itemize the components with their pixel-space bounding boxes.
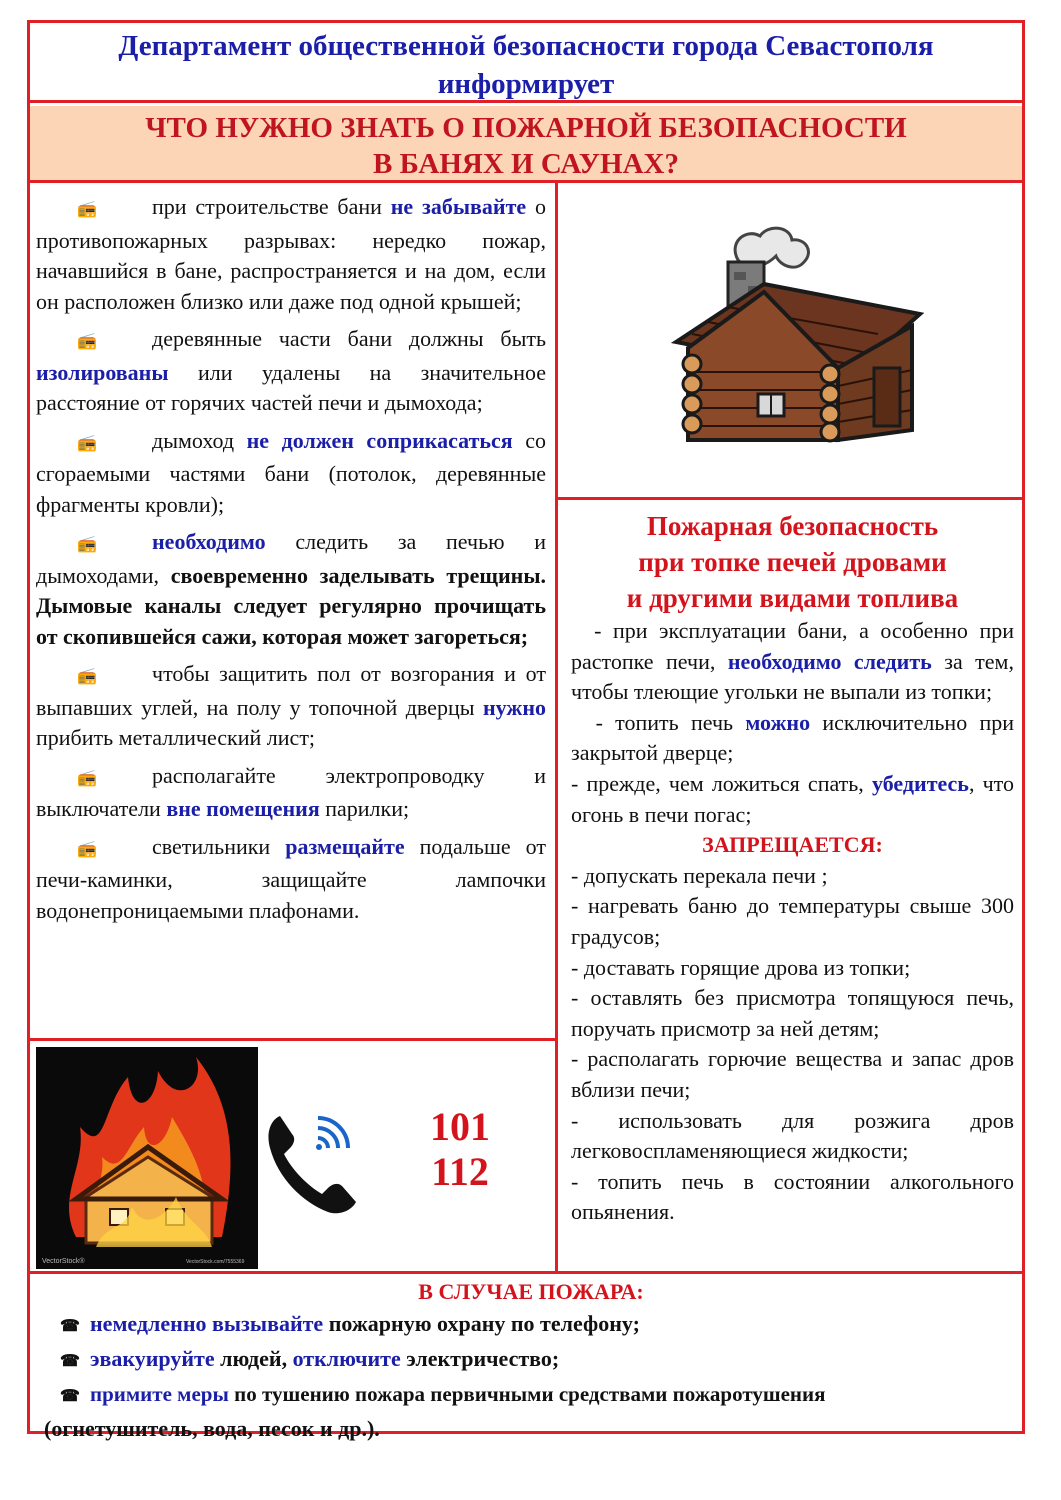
- emergency-item: ☎ эвакуируйте людей, отключите электричество;: [36, 1343, 1026, 1378]
- phone-icon: [262, 1108, 362, 1218]
- column-divider: [555, 183, 558, 1273]
- emergency-title: В СЛУЧАЕ ПОЖАРА:: [418, 1279, 644, 1304]
- phone-number-101: 101: [430, 1104, 490, 1149]
- forbidden-item: - доставать горящие дрова из топки;: [571, 954, 911, 980]
- rule-item: - топить печь можно исключительно при закрытой дверце;: [571, 709, 1015, 766]
- log-cabin-illustration: [668, 222, 924, 452]
- list-item: 📻 чтобы защитить пол от возгорания и от выпавших углей, на полу у топочной дверцы нужно прибить металлический лист;: [36, 661, 546, 750]
- forbidden-item: - оставлять без присмотра топящуюся печь, поручать присмотр за ней детям;: [571, 985, 1014, 1041]
- list-item: 📻 дымоход не должен соприкасаться со сгораемыми частями бани (потолок, деревянные фрагменты кровли);: [36, 427, 547, 517]
- section-title: Пожарная безопасность при топке печей дровами и другими видами топлива: [626, 511, 959, 613]
- forbidden-heading: ЗАПРЕЩАЕТСЯ:: [702, 832, 883, 858]
- forbidden-item: - располагать горючие вещества и запас дров вблизи печи;: [571, 1046, 1014, 1102]
- title-line2: В БАНЯХ И САУНАХ?: [373, 148, 679, 180]
- bullet-icon: ☎: [60, 1318, 80, 1335]
- left-divider: [27, 1038, 557, 1041]
- title-line1: ЧТО НУЖНО ЗНАТЬ О ПОЖАРНОЙ БЕЗОПАСНОСТИ: [145, 112, 907, 144]
- rule-item: - прежде, чем ложиться спать, убедитесь, что огонь в печи погас;: [571, 770, 1015, 827]
- right-divider: [558, 497, 1025, 500]
- bullet-icon: 📻: [77, 434, 97, 452]
- list-item: 📻 светильники размещайте подальше от печи-каминки, защищайте лампочки водонепроницаемыми плафонами.: [36, 833, 547, 923]
- bullet-icon: 📻: [77, 201, 97, 218]
- emergency-numbers: [420, 1104, 500, 1194]
- bullet-icon: 📻: [77, 536, 97, 553]
- phone-number-112: 112: [431, 1149, 489, 1194]
- list-item: 📻 располагайте электропроводку и выключатели вне помещения парилки;: [36, 762, 546, 821]
- stove-safety-section: [571, 508, 1014, 1228]
- department-header: [30, 23, 1022, 103]
- forbidden-item: - нагревать баню до температуры свыше 300 градусов;: [571, 893, 1014, 949]
- forbidden-item: - топить печь в состоянии алкогольного опьянения.: [571, 1168, 1014, 1225]
- emergency-item: ☎ немедленно вызывайте пожарную охрану по телефону;: [36, 1308, 1026, 1343]
- rule-item: - при эксплуатации бани, а особенно при растопке печи, необходимо следить за тем, чтобы тлеющие угольки не выпали из топки;: [571, 618, 1014, 705]
- watermark-right: VectorStock.com/7555369: [186, 1259, 245, 1265]
- emergency-item: ☎ примите меры по тушению пожара первичными средствами пожаротушения: [36, 1378, 1026, 1413]
- list-item: 📻 необходимо следить за печью и дымоходами, своевременно заделывать трещины. Дымовые каналы следует регулярно прочищать от скопившейся сажи, которая может загореться;: [36, 529, 547, 649]
- header-line1: Департамент общественной безопасности города Севастополя: [118, 30, 934, 62]
- bullet-icon: ☎: [60, 1353, 80, 1370]
- bullet-icon: 📻: [77, 769, 97, 787]
- header-line2: информирует: [437, 68, 615, 100]
- page-title: [30, 106, 1022, 183]
- emergency-item-continued: (огнетушитель, вода, песок и др.).: [44, 1416, 380, 1441]
- bullet-icon: 📻: [77, 668, 97, 685]
- forbidden-item: - допускать перекала печи ;: [571, 862, 828, 888]
- burning-house-illustration: [36, 1047, 258, 1269]
- in-case-of-fire-section: [36, 1276, 1026, 1445]
- bullet-icon: ☎: [60, 1388, 80, 1405]
- forbidden-item: - использовать для розжига дров легковоспламеняющиеся жидкости;: [571, 1107, 1014, 1164]
- bullet-icon: 📻: [77, 840, 97, 858]
- bath-safety-list: [36, 192, 546, 933]
- watermark-left: VectorStock®: [42, 1258, 85, 1265]
- bullet-icon: 📻: [77, 333, 97, 350]
- list-item: 📻 при строительстве бани не забывайте о противопожарных разрывах: нередко пожар, начавшийся в бане, распространяется и на дом, если он расположен близко или даже под одной крышей;: [36, 194, 546, 314]
- bottom-divider: [27, 1271, 1025, 1274]
- list-item: 📻 деревянные части бани должны быть изолированы или удалены на значительное расстояние от горячих частей печи и дымохода;: [36, 326, 546, 415]
